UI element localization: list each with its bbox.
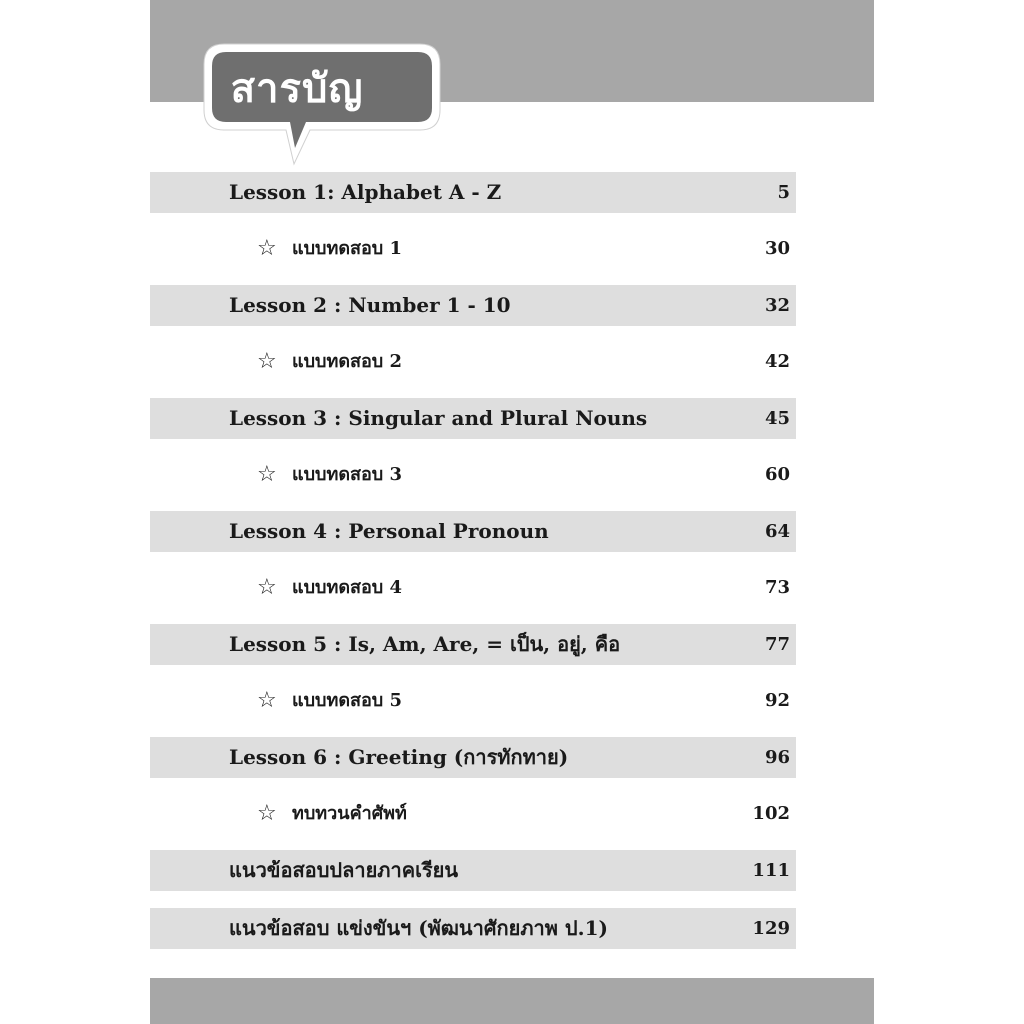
toc-entry-page: 5	[777, 182, 790, 203]
toc-entry-title: Lesson 1: Alphabet A - Z	[229, 180, 502, 204]
toc-entry[interactable]	[150, 737, 796, 778]
toc-entry-page: 77	[764, 634, 790, 655]
toc-entry[interactable]	[150, 793, 796, 834]
toc-entry-page: 60	[764, 464, 790, 485]
toc-entry-title: แบบทดสอบ 4	[292, 577, 403, 598]
toc-entry-page: 42	[764, 351, 790, 372]
toc-entry[interactable]	[150, 680, 796, 721]
toc-entry[interactable]	[150, 567, 796, 608]
page-title: สารบัญ	[230, 66, 364, 112]
toc-entry[interactable]	[150, 341, 796, 382]
toc-entry-page: 45	[764, 408, 790, 429]
toc-entry-title: Lesson 2 : Number 1 - 10	[229, 293, 511, 317]
star-outline-icon: ☆	[257, 236, 277, 261]
toc-entry[interactable]	[150, 172, 796, 213]
toc-entry-title: Lesson 5 : Is, Am, Are, = เป็น, อยู่, คือ	[229, 632, 621, 656]
toc-entry[interactable]	[150, 511, 796, 552]
toc-entry[interactable]	[150, 850, 796, 891]
toc-entry-title: แบบทดสอบ 3	[292, 464, 403, 485]
footer-band	[150, 978, 874, 1024]
toc-entry[interactable]	[150, 908, 796, 949]
toc-entry-title: Lesson 4 : Personal Pronoun	[229, 519, 549, 543]
toc-entry-title: แบบทดสอบ 5	[292, 690, 403, 711]
star-outline-icon: ☆	[257, 462, 277, 487]
toc-entry-page: 129	[752, 918, 790, 939]
toc-entry[interactable]	[150, 228, 796, 269]
toc-entry[interactable]	[150, 398, 796, 439]
toc-entry[interactable]	[150, 624, 796, 665]
toc-entry-title: แบบทดสอบ 2	[292, 351, 403, 372]
star-outline-icon: ☆	[257, 575, 277, 600]
star-outline-icon: ☆	[257, 801, 277, 826]
toc-entry-page: 96	[764, 747, 790, 768]
toc-entry-title: Lesson 6 : Greeting (การทักทาย)	[229, 745, 569, 769]
toc-entry-page: 30	[764, 238, 790, 259]
toc-entry-page: 64	[764, 521, 790, 542]
toc-entry-title: Lesson 3 : Singular and Plural Nouns	[229, 406, 648, 430]
toc-entry-title: แนวข้อสอบปลายภาคเรียน	[229, 858, 459, 882]
table-of-contents	[150, 0, 874, 1024]
toc-entry-page: 92	[764, 690, 790, 711]
star-outline-icon: ☆	[257, 688, 277, 713]
toc-page	[150, 0, 874, 1024]
toc-entry-page: 73	[764, 577, 790, 598]
toc-entry[interactable]	[150, 285, 796, 326]
toc-entry[interactable]	[150, 454, 796, 495]
toc-entry-page: 102	[752, 803, 790, 824]
star-outline-icon: ☆	[257, 349, 277, 374]
toc-entry-title: แนวข้อสอบ แข่งขันฯ (พัฒนาศักยภาพ ป.1)	[229, 916, 608, 940]
toc-entry-title: แบบทดสอบ 1	[292, 238, 403, 259]
toc-entry-page: 32	[764, 295, 790, 316]
toc-entry-title: ทบทวนคำศัพท์	[292, 803, 407, 824]
toc-entry-page: 111	[752, 860, 790, 881]
